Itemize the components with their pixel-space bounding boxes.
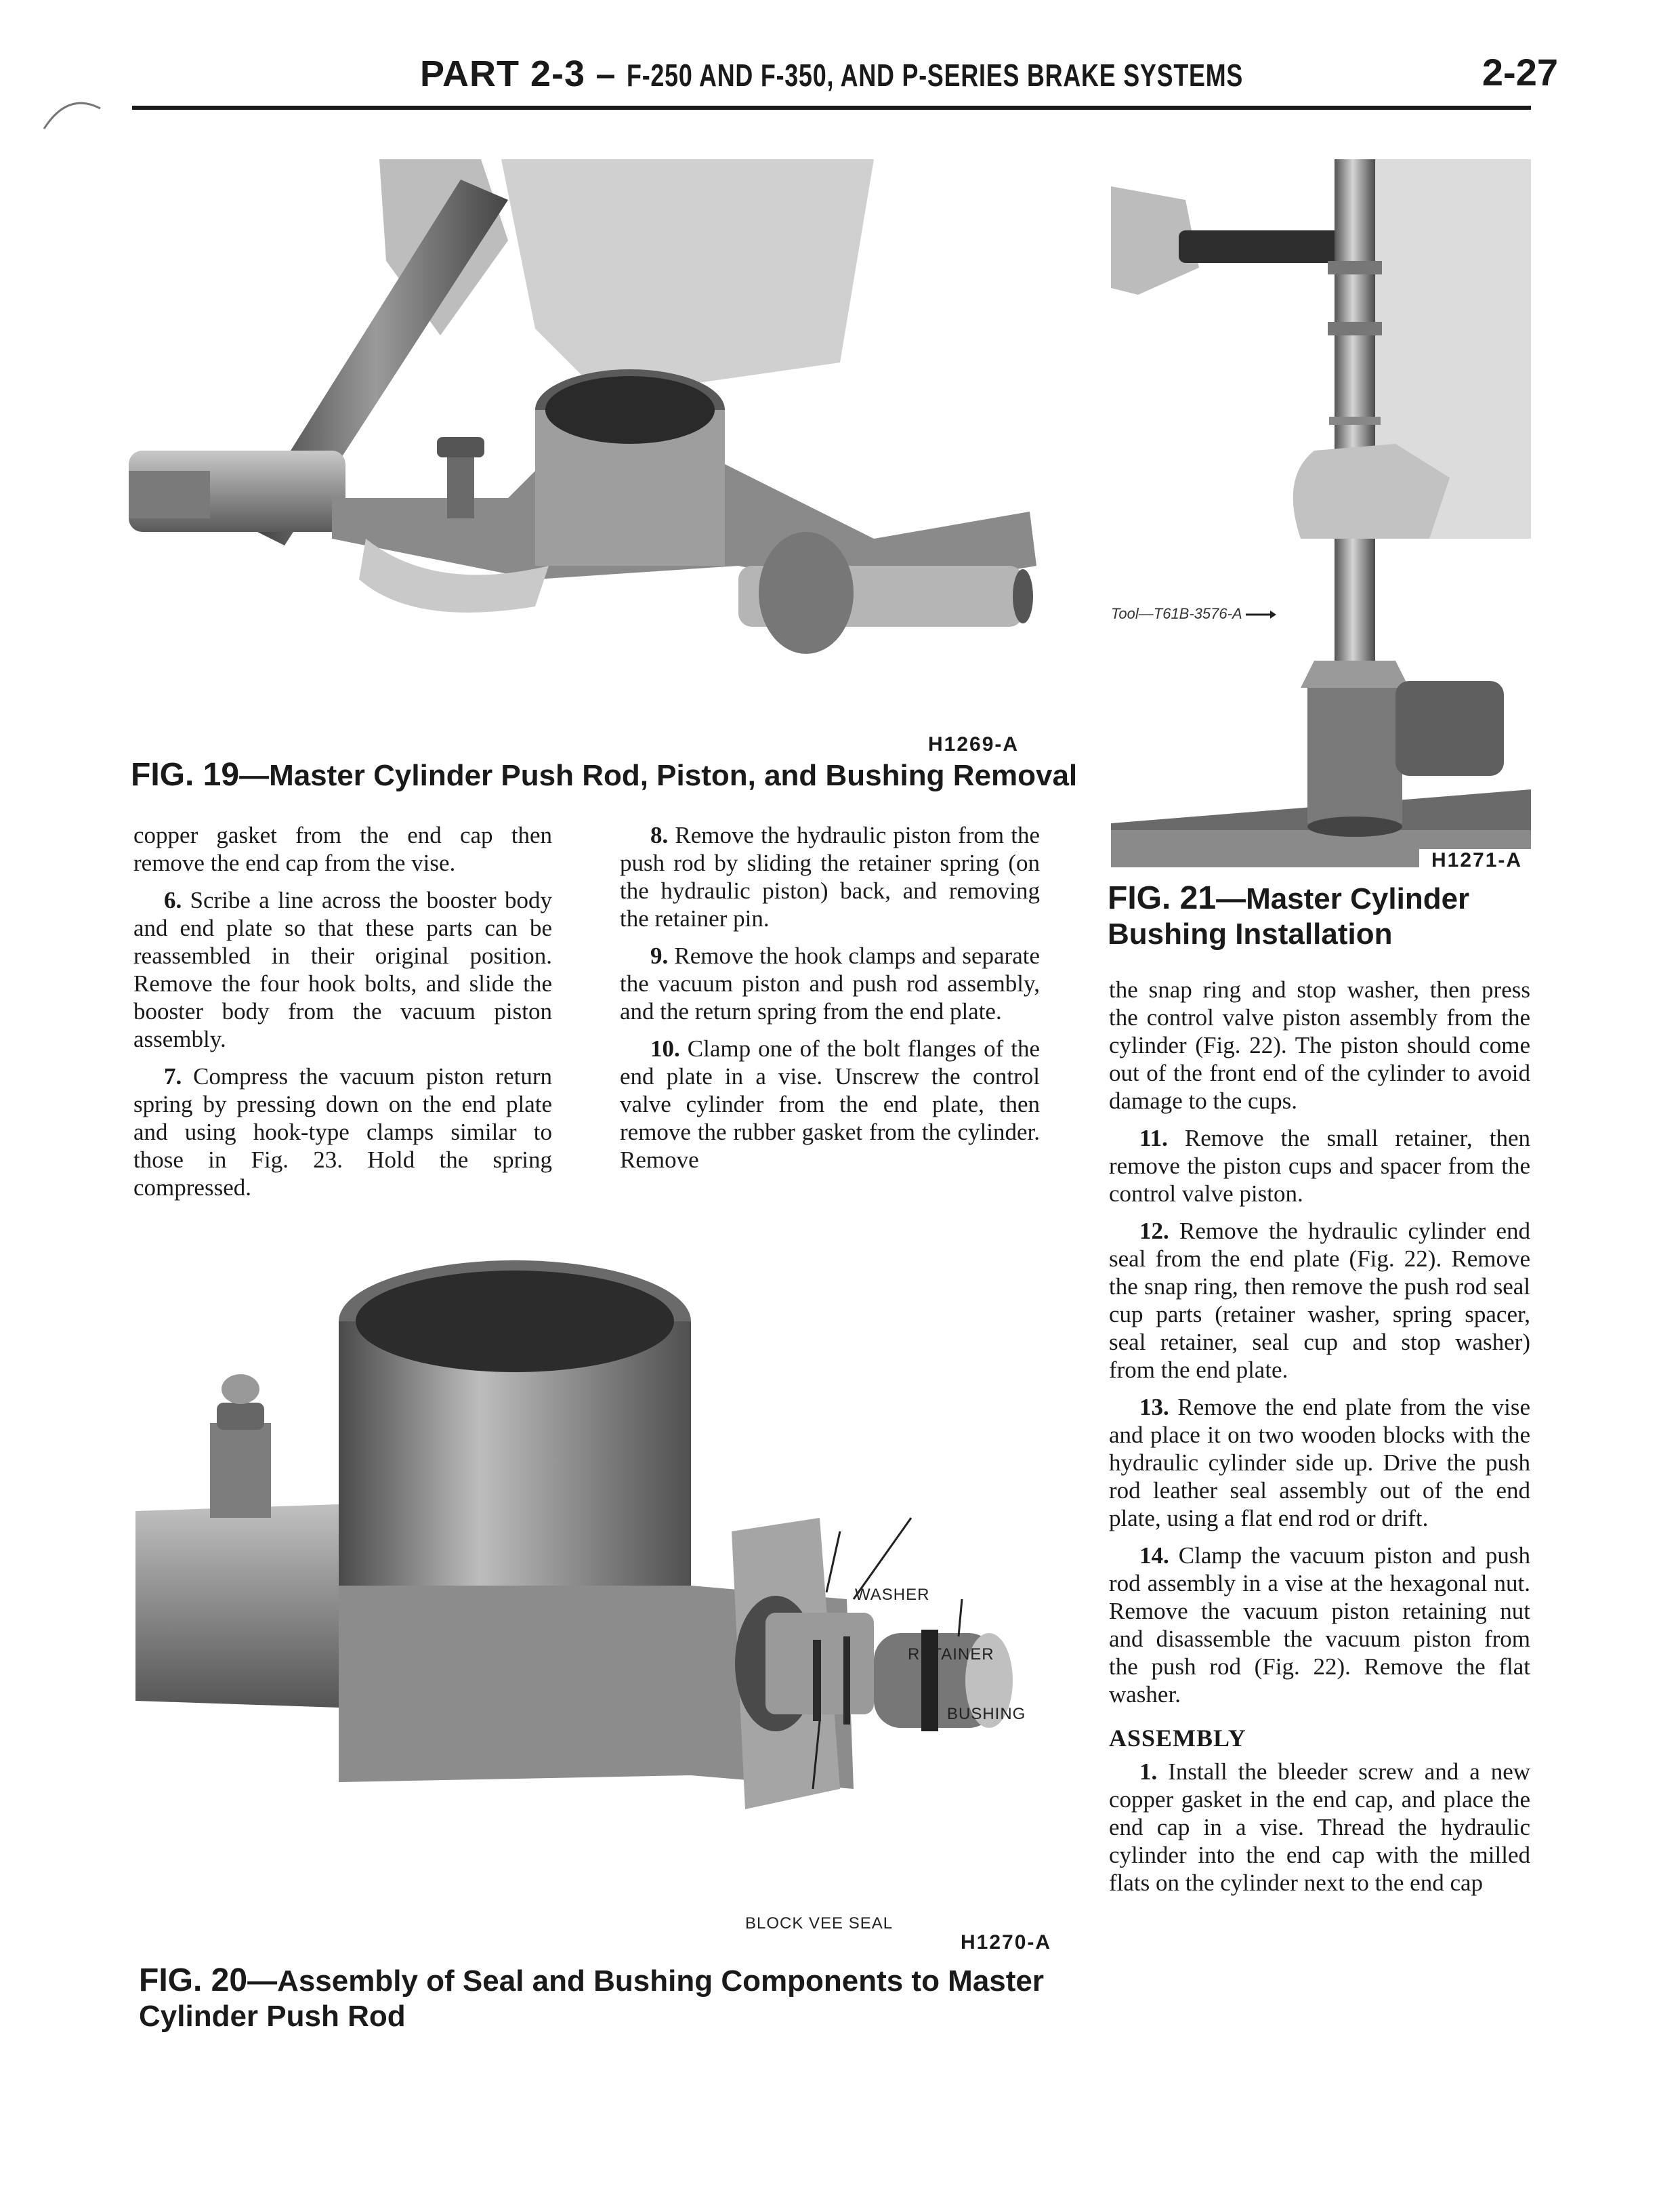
step-10: 10. Clamp one of the bolt flanges of the end plate in a vise. Unscrew the control valve cylinder from the end plate, then remove the rubber gasket from the cylinder. Remove [620, 1035, 1041, 1173]
fig19-caption-text: —Master Cylinder Push Rod, Piston, and Bushing Removal [239, 759, 1078, 792]
callout-bushing: BUSHING [947, 1705, 1026, 1723]
section-heading-assembly: ASSEMBLY [1109, 1725, 1246, 1752]
page-number: 2-27 [1482, 51, 1558, 94]
callout-retainer: RETAINER [908, 1645, 994, 1664]
text-column-1 [133, 821, 552, 1228]
paragraph-continued-col3: the snap ring and stop washer, then press the control valve piston assembly from the cylinder (Fig. 22). The piston should come out of the front end of the cylinder to avoid damage to the cups. [1109, 976, 1530, 1114]
fig21-caption-label: FIG. 21 [1108, 880, 1217, 916]
callout-block-vee-seal: BLOCK VEE SEAL [745, 1914, 894, 1933]
step-11: 11. Remove the small retainer, then remove the piston cups and spacer from the control valve piston. [1109, 1125, 1530, 1207]
paragraph-continued: copper gasket from the end cap then remove the end cap from the vise. [133, 822, 552, 876]
header-rule [132, 106, 1531, 110]
header-title: F-250 AND F-350, AND P-SERIES BRAKE SYSTEMS [626, 58, 1243, 93]
header-part: PART 2-3 [420, 54, 586, 94]
page-corner-mark [41, 88, 102, 136]
fig20-caption [139, 1963, 1087, 2038]
step-12: 12. Remove the hydraulic cylinder end seal from the end plate (Fig. 22). Remove the snap ring, then remove the push rod seal cup parts (retainer washer, spring spacer, seal retainer, seal cup and stop washer) from the end plate. [1109, 1218, 1530, 1383]
step-9: 9. Remove the hook clamps and separate the vacuum piston and push rod assembly, and the return spring from the end plate. [620, 943, 1040, 1025]
fig20-photo [135, 1233, 1057, 1911]
fig21-tool-label [1111, 605, 1328, 625]
fig21-caption-text: —Master Cylinder Bushing Installation [1108, 882, 1470, 951]
step-13: 13. Remove the end plate from the vise and place it on two wooden blocks with the hydraulic cylinder side up. Drive the push rod leather seal assembly out of the end plate, using a flat end rod or drift. [1109, 1394, 1531, 1531]
fig19-caption-label: FIG. 19 [131, 757, 240, 793]
fig19-caption [131, 758, 1079, 798]
text-column-2 [620, 821, 1040, 1228]
assembly-step-1: 1. Install the bleeder screw and a new copper gasket in the end cap, and place the end cap in a vise. Thread the hydraulic cylinder into the end cap with the milled flats on the cylinder next to the end cap [1109, 1758, 1530, 1896]
step-6: 6. Scribe a line across the booster body and end plate so that these parts can be reassembled in their original position. Remove the four hook bolts, and slide the booster body from the vacuum piston assembly. [133, 887, 552, 1052]
running-header: PART 2-3 – F-250 AND F-350, AND P-SERIES BRAKE SYSTEMS [420, 54, 1243, 94]
fig19-photo [129, 159, 1050, 715]
fig19-code: H1269-A [928, 733, 1020, 756]
fig21-code: H1271-A [1419, 849, 1534, 873]
fig21-caption [1108, 881, 1541, 955]
fig20-caption-label: FIG. 20 [139, 1962, 248, 1998]
callout-washer: WASHER [855, 1586, 930, 1604]
arrow-right-icon [1246, 609, 1276, 620]
fig21-tool-text: Tool—T61B-3576-A [1111, 605, 1242, 622]
fig20-caption-text: —Assembly of Seal and Bushing Components to Master Cylinder Push Rod [139, 1964, 1045, 2033]
fig20-code: H1270-A [961, 1931, 1052, 1954]
step-14: 14. Clamp the vacuum piston and push rod assembly in a vise at the hexagonal nut. Remove the vacuum piston retaining nut and disassemble the vacuum piston from the push rod (Fig. 22). Remove the flat washer. [1109, 1542, 1531, 1708]
step-8: 8. Remove the hydraulic piston from the push rod by sliding the retainer spring (on the hydraulic piston) back, and removing the retainer pin. [620, 822, 1040, 932]
text-column-3 [1109, 976, 1530, 2033]
step-7: 7. Compress the vacuum piston return spring by pressing down on the end plate and using hook-type clamps similar to those in Fig. 23. Hold the spring compressed. [133, 1063, 552, 1201]
fig21-photo [1111, 159, 1531, 867]
